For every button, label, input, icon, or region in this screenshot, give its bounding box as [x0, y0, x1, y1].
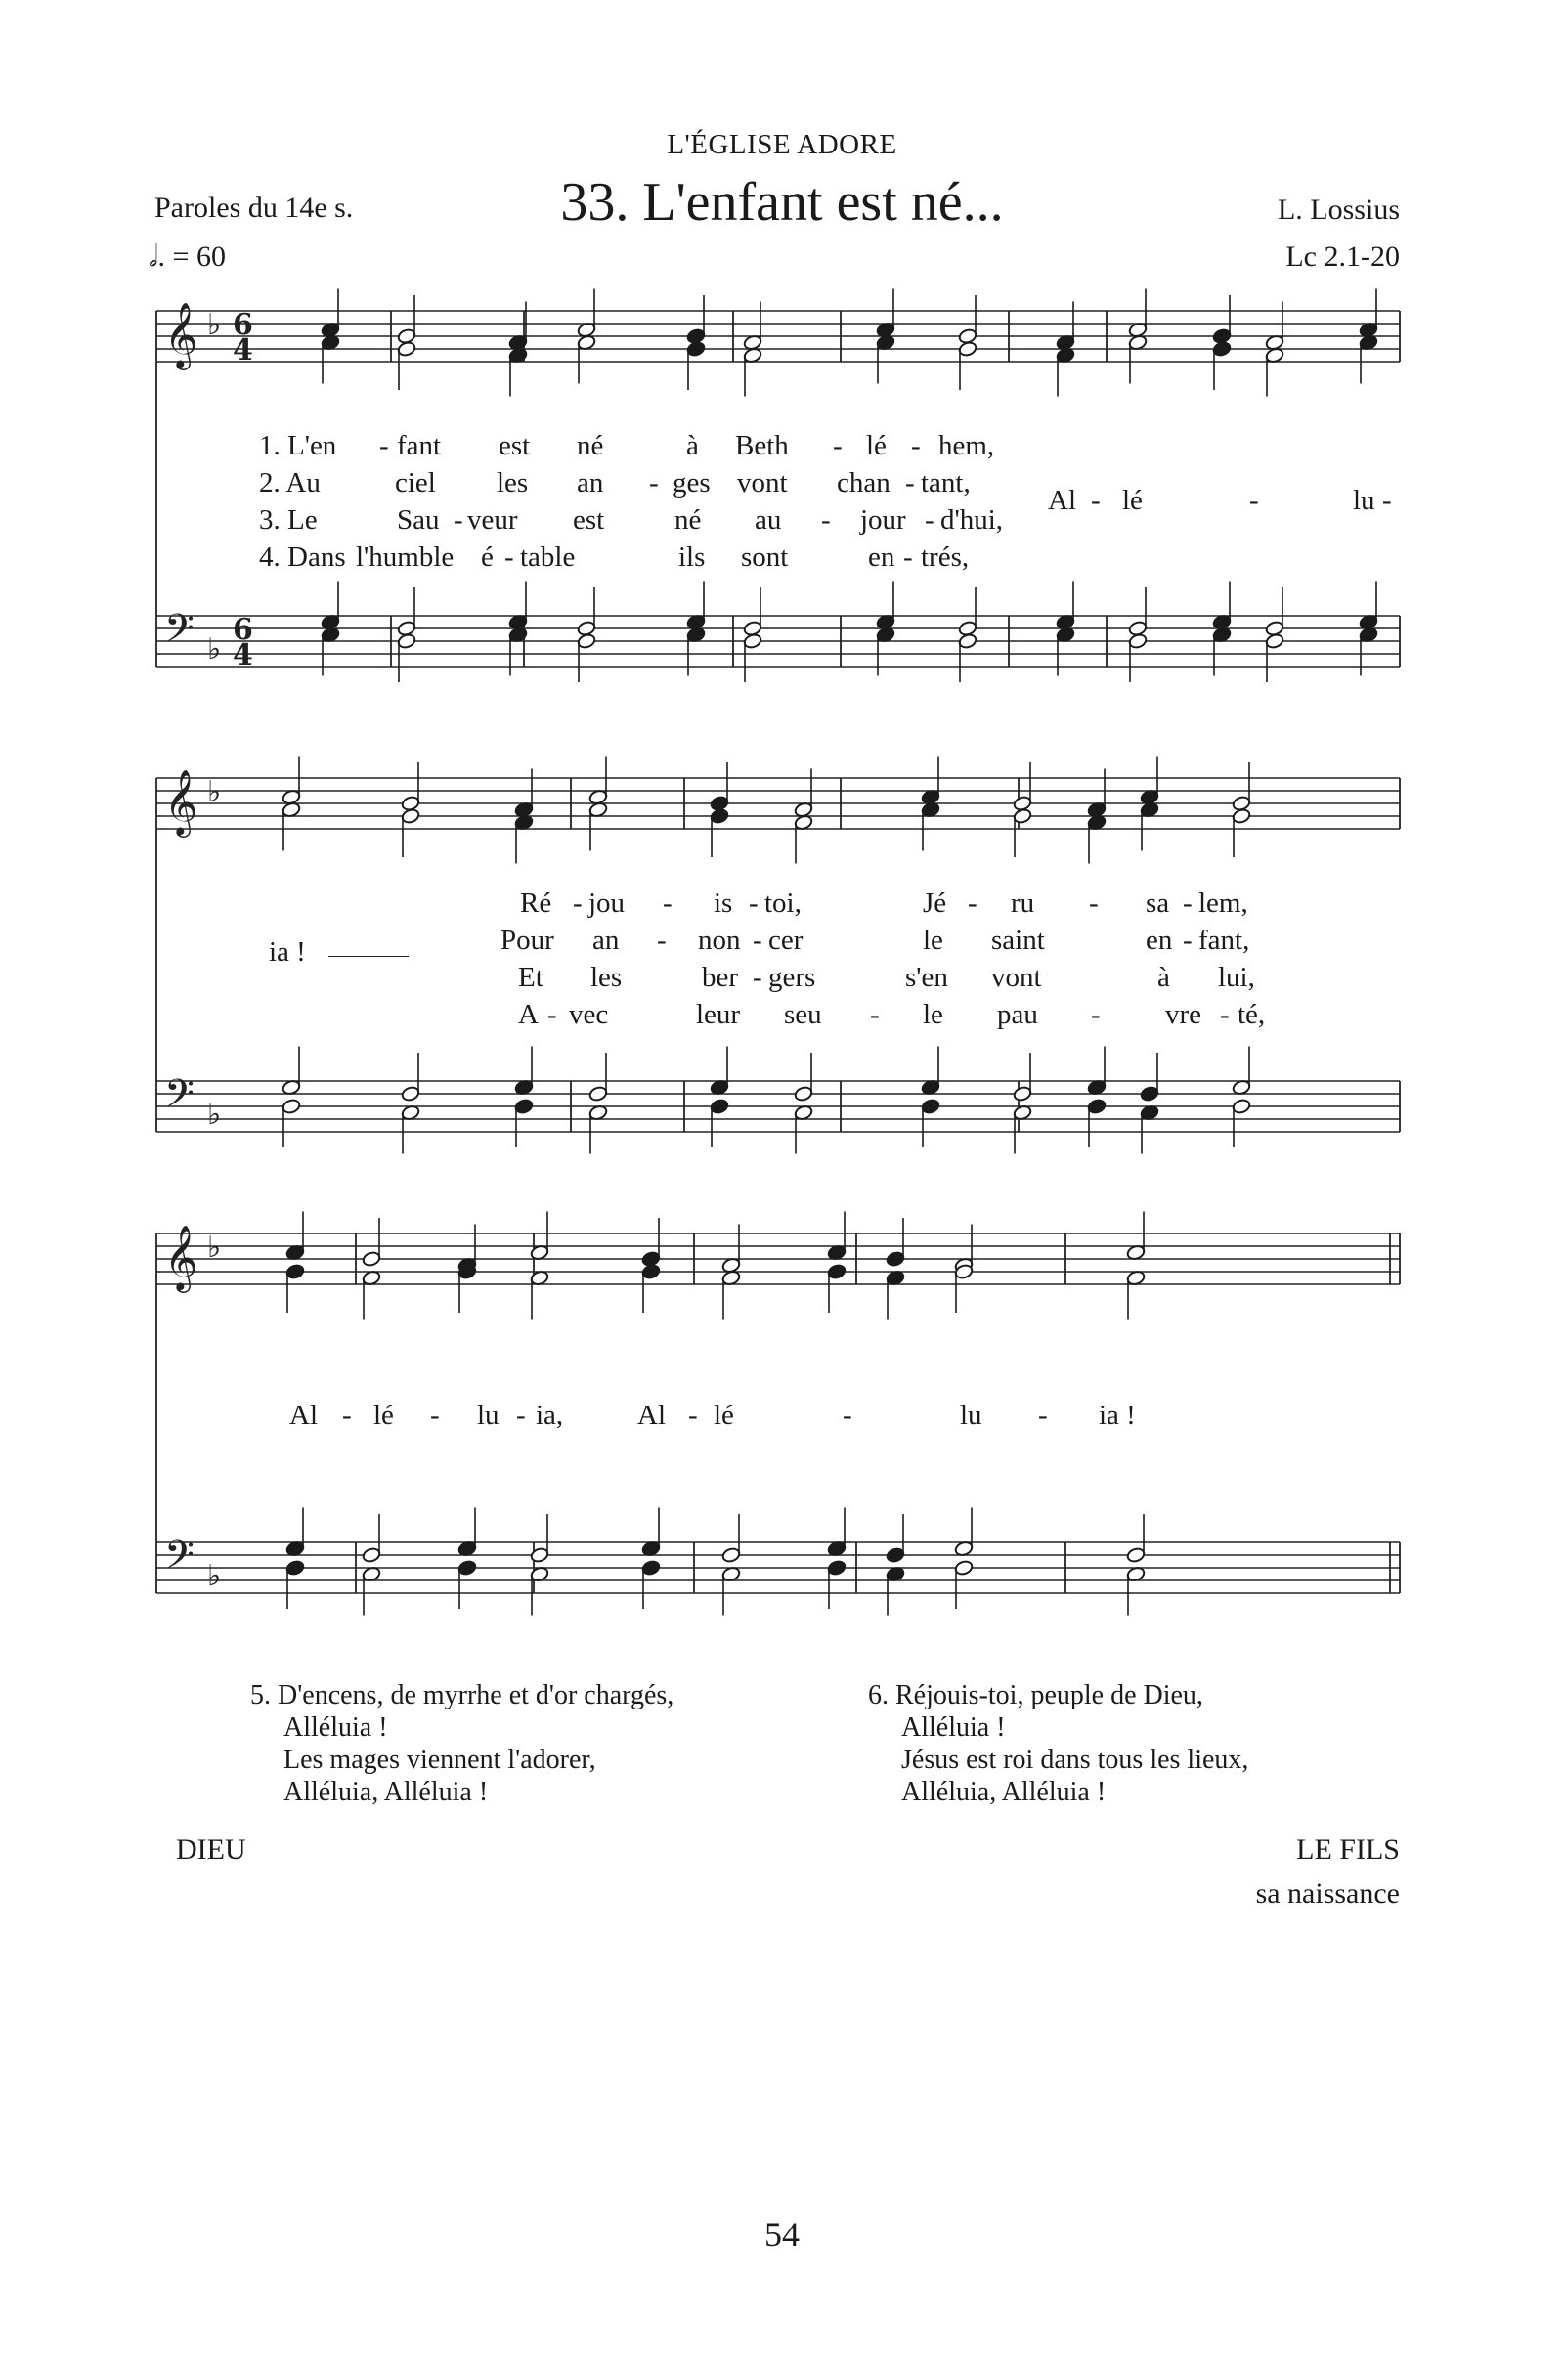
note-head	[397, 340, 416, 357]
note-head	[362, 1250, 381, 1267]
verse6-line1: 6. Réjouis-toi, peuple de Dieu,	[868, 1680, 1203, 1710]
note-head	[743, 632, 762, 649]
flat-icon: ♭	[207, 308, 222, 342]
note-head	[401, 1085, 420, 1102]
verse6-line3: Jésus est roi dans tous les lieux,	[901, 1745, 1249, 1775]
verse2-line2: Pour an - non - cer le saint en - fant,	[500, 925, 1250, 956]
category-label: DIEU	[176, 1834, 246, 1866]
bass-clef-icon: 𝄢	[164, 1533, 195, 1587]
treble-clef-icon: 𝄞	[164, 301, 198, 368]
note-head	[827, 1559, 847, 1576]
flat-icon: ♭	[207, 1559, 222, 1593]
note-head	[362, 1546, 381, 1563]
verse3-line1: 3. Le Sau - veur est né au - jour - d'hui,	[259, 504, 1004, 536]
note-head	[401, 807, 420, 824]
verse-5	[250, 1679, 673, 1808]
note-head	[588, 1085, 608, 1102]
verse5-line4: Alléluia, Alléluia !	[283, 1777, 489, 1807]
note-head	[577, 632, 596, 649]
note-head	[397, 632, 416, 649]
subcategory-sublabel: sa naissance	[1255, 1878, 1400, 1910]
note-head	[886, 1546, 905, 1563]
note-head	[514, 1098, 534, 1114]
verse4-line2: A - vec leur seu - le pau - vre - té,	[518, 999, 1266, 1030]
note-head	[1126, 1546, 1146, 1563]
verse6-line2: Alléluia !	[901, 1712, 1006, 1743]
note-head	[641, 1559, 661, 1576]
note-head	[1013, 807, 1032, 824]
verse2-line1: 2. Au ciel les an - ges vont chan - tant,	[259, 467, 971, 498]
note-head	[530, 1546, 549, 1563]
note-head	[686, 340, 706, 357]
verse3-line2: Et les ber - gers s'en vont à lui,	[518, 962, 1255, 993]
refrain-line1: Al - lé - lu -	[1048, 485, 1392, 516]
refrain-end: ia !	[0, 936, 1564, 970]
note-head	[1013, 1085, 1032, 1102]
treble-clef-icon: 𝄞	[164, 1224, 198, 1290]
time-signature-top: 6	[233, 613, 253, 647]
note-head	[721, 1546, 741, 1563]
flat-icon: ♭	[207, 1231, 222, 1265]
note-head	[958, 632, 978, 649]
note-head	[1128, 632, 1148, 649]
section-title: L'ÉGLISE ADORE	[667, 129, 897, 160]
note-head	[457, 1559, 477, 1576]
note-head	[1265, 632, 1284, 649]
hymn-title: 33. L'enfant est né...	[560, 172, 1004, 233]
note-head	[954, 1559, 974, 1576]
tempo-marking: 𝅗𝅥. = 60	[149, 240, 226, 273]
bass-staff	[156, 1542, 1400, 1593]
note-head	[1232, 807, 1251, 824]
verse6-line4: Alléluia, Alléluia !	[901, 1777, 1107, 1807]
verse1-line2: Ré - jou - is - toi, Jé - ru - sa - lem,	[520, 887, 1248, 919]
verse1-line1: 1. L'en - fant est né à Beth - lé - hem,	[259, 430, 995, 461]
bass-clef-icon: 𝄢	[164, 1071, 195, 1126]
treble-clef-icon: 𝄞	[164, 768, 198, 835]
words-credit: Paroles du 14e s.	[154, 192, 354, 224]
note-head	[794, 1085, 813, 1102]
note-head	[921, 1098, 940, 1114]
note-head	[827, 1263, 847, 1279]
subcategory-label: LE FILS	[1296, 1834, 1400, 1866]
note-head	[282, 1098, 301, 1114]
note-head	[641, 1263, 661, 1279]
treble-staff	[156, 778, 1400, 829]
note-head	[1212, 340, 1232, 357]
verse5-line2: Alléluia !	[283, 1712, 388, 1743]
time-signature-top: 6	[233, 308, 253, 342]
note-head	[1140, 1085, 1159, 1102]
note-head	[886, 1250, 905, 1267]
page-number: 54	[764, 2215, 800, 2254]
note-head	[710, 807, 729, 824]
note-head	[1232, 1098, 1251, 1114]
system3-lyrics: Al - lé - lu - ia, Al - lé - lu - ia !	[289, 1400, 1136, 1431]
flat-icon: ♭	[207, 632, 222, 667]
verse-6	[868, 1679, 1248, 1808]
treble-staff	[156, 1233, 1400, 1284]
note-head	[1087, 1098, 1107, 1114]
note-head	[958, 340, 978, 357]
flat-icon: ♭	[207, 1098, 222, 1132]
verse4-line1: 4. Dans l'humble é - table ils sont en - trés,	[259, 541, 970, 573]
bass-clef-icon: 𝄢	[164, 606, 195, 661]
scripture-reference: Lc 2.1-20	[1285, 240, 1400, 273]
flat-icon: ♭	[207, 775, 222, 809]
composer-credit: L. Lossius	[1277, 194, 1400, 226]
note-head	[285, 1263, 305, 1279]
note-head	[710, 1098, 729, 1114]
note-head	[285, 1559, 305, 1576]
time-signature-bottom: 4	[233, 333, 253, 368]
time-signature-bottom: 4	[233, 638, 253, 672]
verse5-line3: Les mages viennent l'adorer,	[283, 1745, 596, 1775]
verse5-line1: 5. D'encens, de myrrhe et d'or chargés,	[250, 1680, 674, 1710]
bass-staff	[156, 1081, 1400, 1132]
